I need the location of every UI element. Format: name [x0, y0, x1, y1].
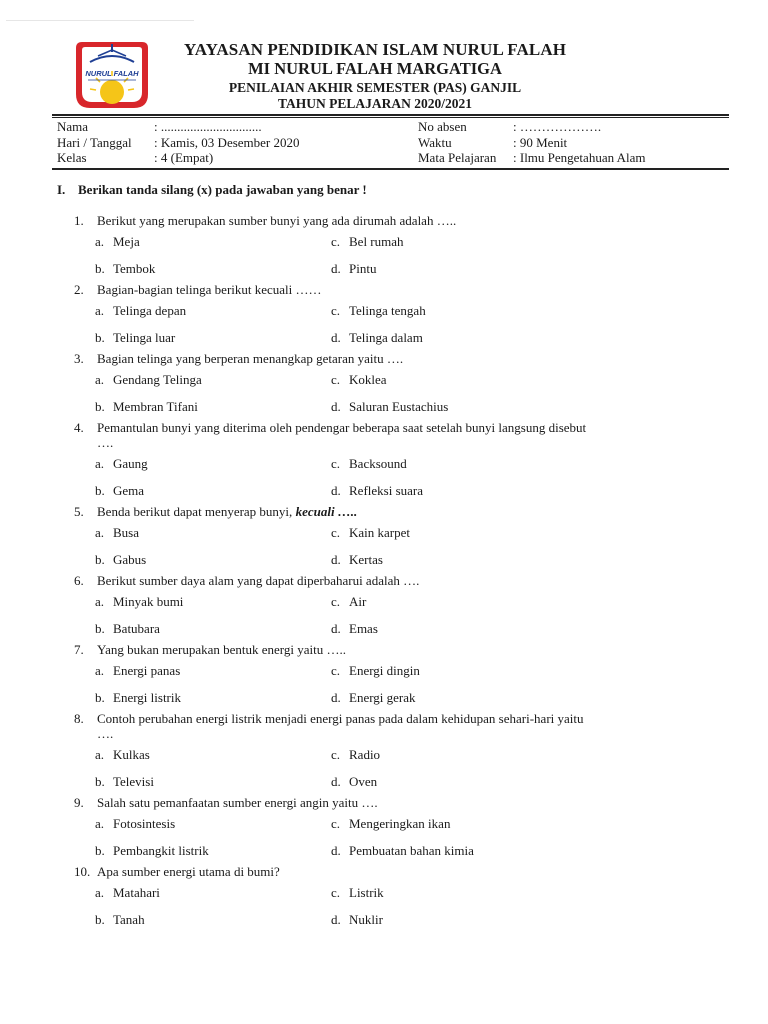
option-d[interactable]: d. Kertas	[331, 552, 383, 567]
option-a[interactable]: a. Meja	[95, 234, 140, 249]
option-d[interactable]: d. Pintu	[331, 261, 377, 276]
option-c[interactable]: c. Listrik	[331, 885, 384, 900]
option-a[interactable]: a. Gaung	[95, 456, 148, 471]
option-d[interactable]: d. Emas	[331, 621, 378, 636]
option-b[interactable]: b. Tanah	[95, 912, 145, 927]
option-d[interactable]: d. Oven	[331, 774, 378, 789]
academic-year: TAHUN PELAJARAN 2020/2021	[277, 95, 472, 111]
option-d[interactable]: d. Refleksi suara	[331, 483, 424, 498]
option-b[interactable]: b. Membran Tifani	[95, 399, 198, 414]
option-b[interactable]: b. Gema	[95, 483, 145, 498]
option-a[interactable]: a. Energi panas	[95, 663, 181, 678]
question: 9. Salah satu pemanfaatan sumber energi angin yaitu ….	[74, 795, 378, 810]
school-logo	[70, 38, 154, 114]
option-c[interactable]: c. Telinga tengah	[331, 303, 426, 318]
top-rule	[6, 20, 194, 21]
question: 10. Apa sumber energi utama di bumi?	[74, 864, 280, 879]
option-a[interactable]: a. Matahari	[95, 885, 160, 900]
option-a[interactable]: a. Busa	[95, 525, 139, 540]
option-b[interactable]: b. Pembangkit listrik	[95, 843, 209, 858]
option-c[interactable]: c. Bel rumah	[331, 234, 404, 249]
option-d[interactable]: d. Nuklir	[331, 912, 383, 927]
foundation-name: YAYASAN PENDIDIKAN ISLAM NURUL FALAH	[183, 40, 567, 59]
question: 8. Contoh perubahan energi listrik menjadi energi panas pada dalam kehidupan sehari-hari yaitu ….	[74, 711, 584, 741]
option-c[interactable]: c. Koklea	[331, 372, 387, 387]
option-a[interactable]: a. Kulkas	[95, 747, 150, 762]
option-c[interactable]: c. Energi dingin	[331, 663, 420, 678]
document-header	[150, 40, 600, 111]
option-b[interactable]: b. Batubara	[95, 621, 160, 636]
question: 5. Benda berikut dapat menyerap bunyi, kecuali …..	[74, 504, 358, 519]
info-row-waktu: Waktu : 90 Menit	[418, 134, 568, 150]
exam-title: PENILAIAN AKHIR SEMESTER (PAS) GANJIL	[228, 80, 522, 95]
option-a[interactable]: a. Telinga depan	[95, 303, 187, 318]
question: 3. Bagian telinga yang berperan menangkap getaran yaitu ….	[74, 351, 404, 366]
question: 7. Yang bukan merupakan bentuk energi yaitu …..	[74, 642, 346, 657]
option-a[interactable]: a. Gendang Telinga	[95, 372, 202, 387]
header-rule-thin	[52, 117, 729, 118]
option-b[interactable]: b. Gabus	[95, 552, 147, 567]
option-d[interactable]: d. Saluran Eustachius	[331, 399, 449, 414]
option-c[interactable]: c. Radio	[331, 747, 381, 762]
question: 4. Pemantulan bunyi yang diterima oleh pendengar beberapa saat setelah bunyi langsung disebut ….	[74, 420, 587, 450]
option-c[interactable]: c. Kain karpet	[331, 525, 411, 540]
option-a[interactable]: a. Fotosintesis	[95, 816, 176, 831]
option-b[interactable]: b. Televisi	[95, 774, 154, 789]
logo-text: NURUL FALAH	[85, 69, 139, 78]
question: 2. Bagian-bagian telinga berikut kecuali ……	[74, 282, 322, 297]
section-heading: I. Berikan tanda silang (x) pada jawaban yang benar !	[57, 182, 367, 197]
option-b[interactable]: b. Energi listrik	[95, 690, 182, 705]
option-c[interactable]: c. Mengeringkan ikan	[331, 816, 451, 831]
info-row-mapel: Mata Pelajaran : Ilmu Pengetahuan Alam	[418, 150, 646, 165]
option-c[interactable]: c. Backsound	[331, 456, 407, 471]
question: 1. Berikut yang merupakan sumber bunyi yang ada dirumah adalah …..	[74, 213, 457, 228]
info-row-absen: No absen : ……………….	[418, 119, 602, 134]
school-name: MI NURUL FALAH MARGATIGA	[248, 59, 502, 78]
header-rule-thick	[52, 114, 729, 116]
option-c[interactable]: c. Air	[331, 594, 367, 609]
info-row-kelas: Kelas : 4 (Empat)	[57, 150, 214, 165]
option-d[interactable]: d. Pembuatan bahan kimia	[331, 843, 474, 858]
info-row-nama: Nama : ...............................	[57, 119, 262, 134]
info-row-tanggal: Hari / Tanggal : Kamis, 03 Desember 2020	[57, 134, 300, 150]
option-d[interactable]: d. Telinga dalam	[331, 330, 423, 345]
info-rule	[52, 168, 729, 170]
question: 6. Berikut sumber daya alam yang dapat diperbaharui adalah ….	[74, 573, 420, 588]
option-a[interactable]: a. Minyak bumi	[95, 594, 184, 609]
option-b[interactable]: b. Telinga luar	[95, 330, 176, 345]
option-b[interactable]: b. Tembok	[95, 261, 156, 276]
student-info-left	[57, 119, 377, 166]
option-d[interactable]: d. Energi gerak	[331, 690, 416, 705]
student-info-right	[418, 119, 728, 166]
